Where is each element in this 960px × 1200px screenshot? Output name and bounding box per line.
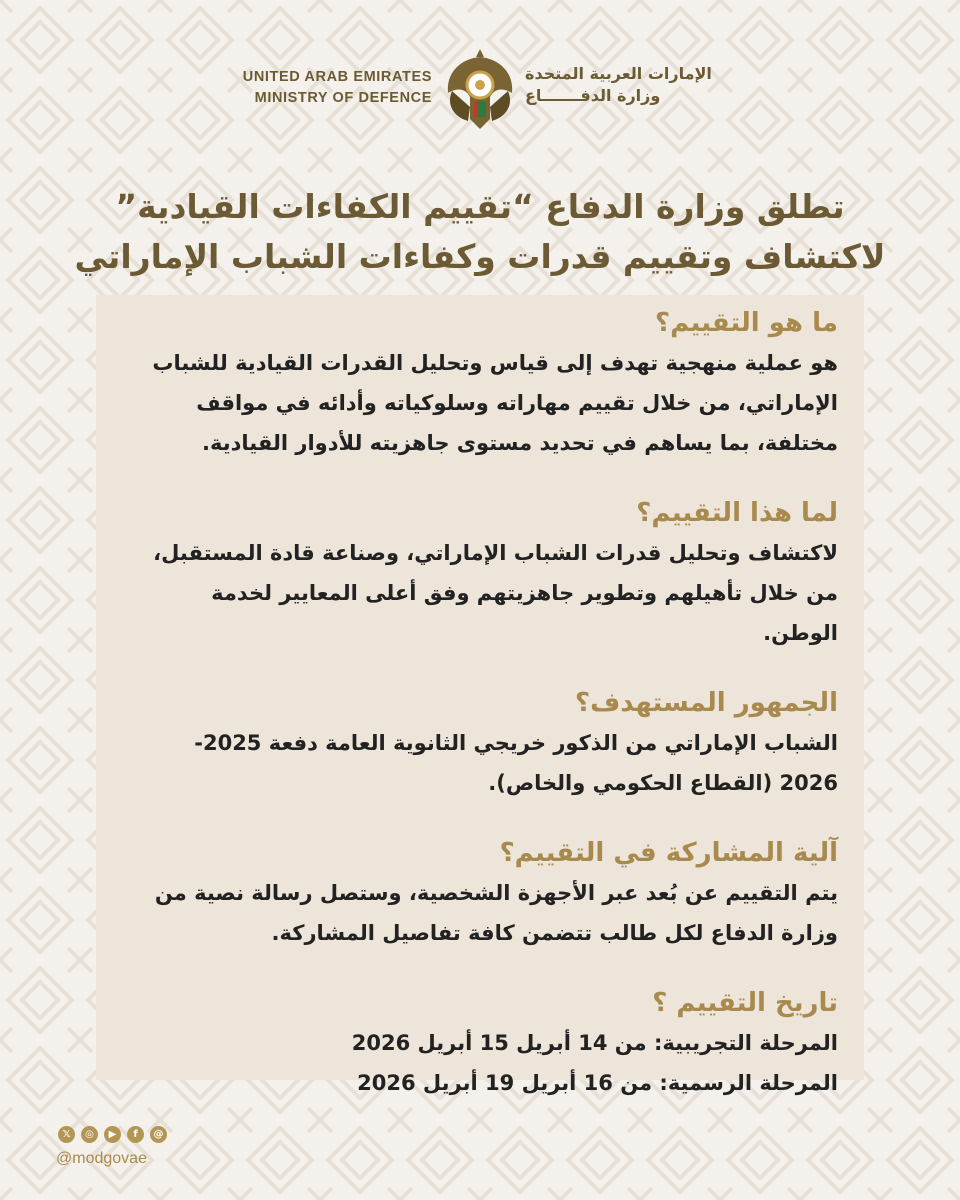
facebook-icon[interactable]: f [127, 1126, 144, 1143]
ministry-name-english [243, 67, 432, 109]
section-heading: ما هو التقييم؟ [655, 308, 838, 338]
section-participation-mechanism [122, 833, 838, 953]
uae-emblem-falcon-icon [440, 47, 520, 135]
body-line: مختلفة، بما يساهم في تحديد مستوى جاهزيته للأدوار القيادية. [202, 431, 838, 455]
ministry-name-ar: وزارة الدفـــــــاع [525, 86, 661, 105]
youtube-icon[interactable]: ▶ [104, 1126, 121, 1143]
section-body [122, 873, 838, 953]
content-card [96, 295, 864, 1095]
body-line: هو عملية منهجية تهدف إلى قياس وتحليل القدرات القيادية للشباب [152, 351, 838, 375]
ministry-name-arabic [525, 63, 712, 107]
section-heading: الجمهور المستهدف؟ [575, 688, 838, 718]
section-target-audience [122, 683, 838, 803]
instagram-icon[interactable]: ◎ [81, 1126, 98, 1143]
section-body [122, 723, 838, 803]
body-line: وزارة الدفاع لكل طالب تتضمن كافة تفاصيل المشاركة. [271, 921, 838, 945]
section-body [122, 533, 838, 653]
body-line: 2026 (القطاع الحكومي والخاص). [488, 771, 838, 795]
body-line: يتم التقييم عن بُعد عبر الأجهزة الشخصية، وستصل رسالة نصية من [154, 881, 838, 905]
section-heading: لما هذا التقييم؟ [636, 498, 838, 528]
section-what-is-assessment [122, 303, 838, 463]
ministry-header [0, 45, 960, 145]
body-line: الإماراتي، من خلال تقييم مهاراته وسلوكياته وأدائه في مواقف [196, 391, 838, 415]
section-body [122, 1023, 838, 1103]
threads-icon[interactable]: @ [150, 1126, 167, 1143]
x-icon[interactable]: 𝕏 [58, 1126, 75, 1143]
section-heading: تاريخ التقييم ؟ [652, 988, 838, 1018]
ministry-name-en: MINISTRY OF DEFENCE [254, 90, 432, 106]
section-why-assessment [122, 493, 838, 653]
social-icons [58, 1126, 167, 1143]
title-line-2: لاكتشاف وتقييم قدرات وكفاءات الشباب الإماراتي [74, 237, 886, 276]
section-heading: آلية المشاركة في التقييم؟ [499, 838, 838, 868]
page-title [60, 182, 900, 282]
body-line: الوطن. [763, 621, 838, 645]
pilot-phase-dates: المرحلة التجريبية: من 14 أبريل 15 أبريل 2026 [351, 1031, 838, 1055]
social-handle[interactable]: @modgovae [56, 1150, 147, 1167]
official-phase-dates: المرحلة الرسمية: من 16 أبريل 19 أبريل 2026 [357, 1071, 838, 1095]
country-name-en: UNITED ARAB EMIRATES [242, 69, 432, 85]
body-line: من خلال تأهيلهم وتطوير جاهزيتهم وفق أعلى المعايير لخدمة [211, 581, 838, 605]
section-body [122, 343, 838, 463]
title-line-1: تطلق وزارة الدفاع “تقييم الكفاءات القيادية” [115, 187, 845, 226]
country-name-ar: الإمارات العربية المتحدة [525, 64, 712, 83]
body-line: لاكتشاف وتحليل قدرات الشباب الإماراتي، وصناعة قادة المستقبل، [153, 541, 838, 565]
section-assessment-dates [122, 983, 838, 1103]
body-line: الشباب الإماراتي من الذكور خريجي الثانوية العامة دفعة 2025- [194, 731, 838, 755]
